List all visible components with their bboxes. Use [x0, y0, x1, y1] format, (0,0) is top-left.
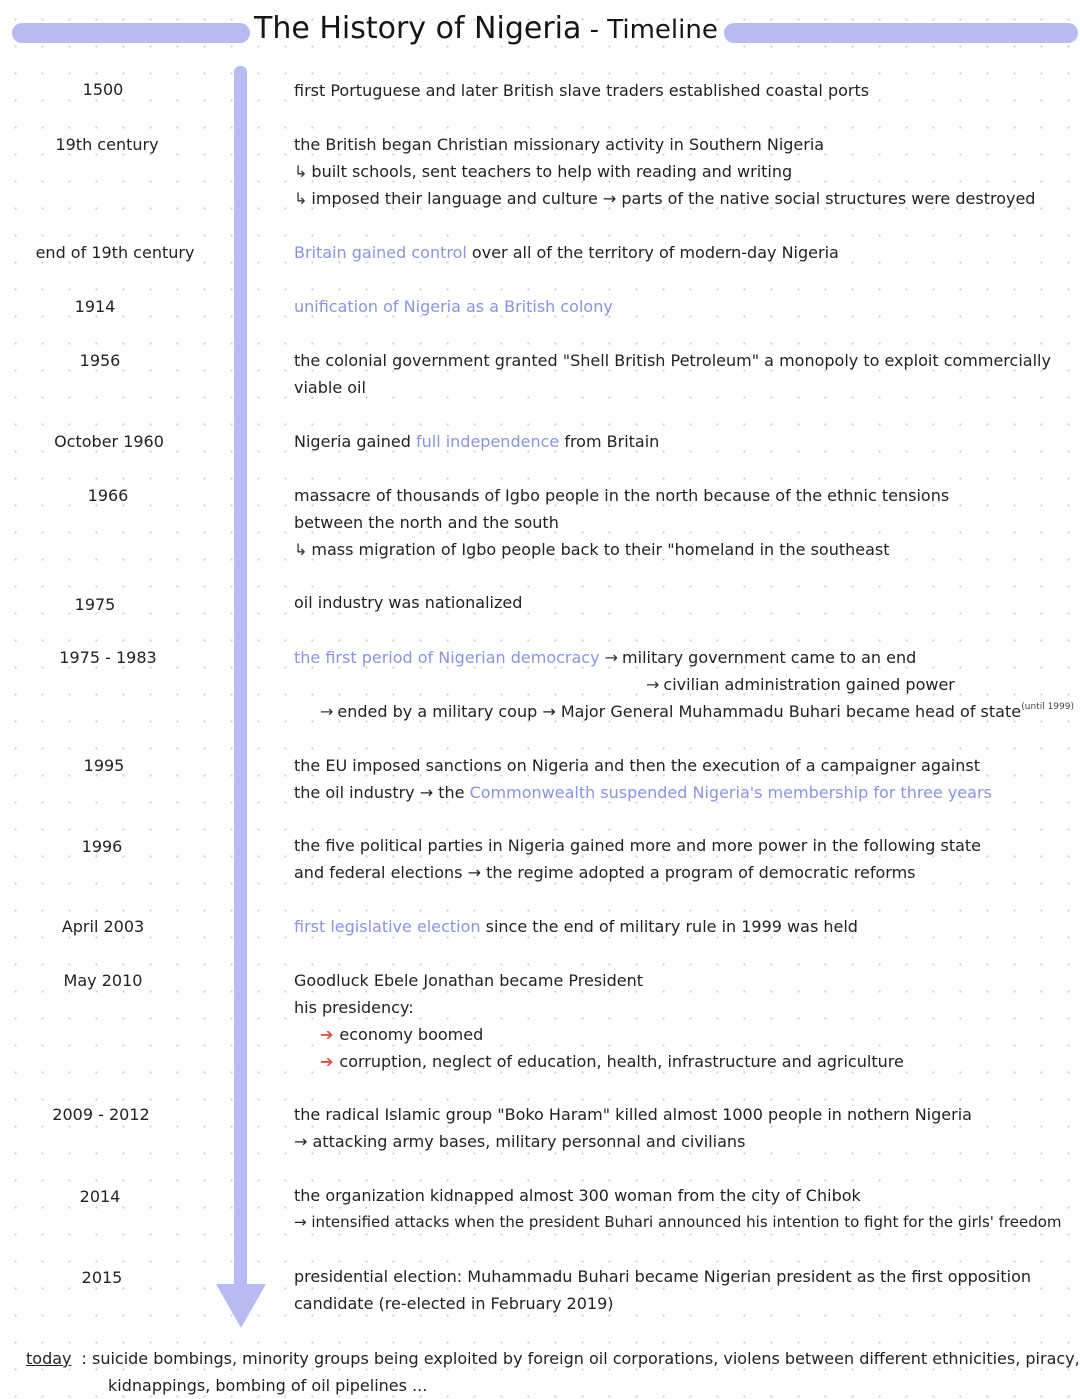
arrow-right-icon: → — [646, 675, 660, 694]
event-text: and federal elections → the regime adopted a program of democratic reforms — [294, 863, 916, 882]
event-highlight: unification of Nigeria as a British colony — [294, 297, 613, 316]
title-main: The History of Nigeria — [254, 11, 582, 46]
date-1995: 1995 — [83, 756, 125, 775]
event-bullet: corruption, neglect of education, health, infrastructure and agriculture — [339, 1052, 904, 1071]
event-text: → intensified attacks when the president Buhari announced his intention to fight for the girls' freedom — [294, 1213, 1062, 1231]
event-text: → attacking army bases, military personnal and civilians — [294, 1132, 746, 1151]
red-arrow-icon: ➔ — [320, 1052, 334, 1071]
today-note — [26, 1345, 1080, 1399]
event-text: between the north and the south — [294, 513, 559, 532]
event-text: the oil industry → the — [294, 783, 470, 802]
date-1975: 1975 — [74, 595, 116, 614]
date-19th-century: 19th century — [55, 135, 159, 154]
event-october-1960 — [294, 428, 1078, 455]
event-text: the British began Christian missionary activity in Southern Nigeria — [294, 135, 825, 154]
event-1995 — [294, 752, 1078, 806]
title-highlight-left — [12, 23, 250, 43]
event-highlight: first legislative election — [294, 917, 481, 936]
event-1975 — [294, 589, 1078, 616]
event-text: first Portuguese and later British slave traders established coastal ports — [294, 81, 870, 100]
date-1500: 1500 — [82, 80, 124, 99]
date-1966: 1966 — [87, 486, 129, 505]
timeline-axis — [234, 66, 247, 1292]
event-text: since the end of military rule in 1999 was held — [480, 917, 858, 936]
event-subtext: built schools, sent teachers to help with reading and writing — [311, 162, 793, 181]
event-1500 — [294, 77, 1078, 104]
event-1975-1983 — [294, 644, 1078, 725]
event-text: military government came to an end — [622, 648, 917, 667]
event-bullet: economy boomed — [339, 1025, 484, 1044]
event-text: Goodluck Ebele Jonathan became President — [294, 971, 643, 990]
event-1956 — [294, 347, 1078, 401]
event-text: civilian administration gained power — [663, 675, 955, 694]
turn-arrow-icon: ↳ — [294, 189, 308, 208]
red-arrow-icon: ➔ — [320, 1025, 334, 1044]
event-19th-century — [294, 131, 1078, 212]
date-1975-1983: 1975 - 1983 — [59, 648, 157, 667]
event-1996 — [294, 832, 1078, 886]
event-text: candidate (re-elected in February 2019) — [294, 1294, 614, 1313]
date-end-19th-century: end of 19th century — [35, 243, 195, 262]
event-text: the radical Islamic group "Boko Haram" killed almost 1000 people in nothern Nigeria — [294, 1105, 972, 1124]
event-text: viable oil — [294, 378, 366, 397]
event-2009-2012 — [294, 1101, 1078, 1155]
arrow-right-icon: → — [320, 702, 334, 721]
event-text: the five political parties in Nigeria gained more and more power in the following state — [294, 836, 982, 855]
date-april-2003: April 2003 — [61, 917, 145, 936]
event-text: the organization kidnapped almost 300 woman from the city of Chibok — [294, 1186, 861, 1205]
event-end-19th-century — [294, 239, 1078, 266]
title-highlight-right — [724, 23, 1078, 43]
event-highlight: full independence — [415, 432, 560, 451]
title-sub: - Timeline — [581, 15, 718, 45]
event-subtext: imposed their language and culture → parts of the native social structures were destroyed — [311, 189, 1036, 208]
date-may-2010: May 2010 — [63, 971, 143, 990]
event-text: presidential election: Muhammadu Buhari became Nigerian president as the first opposition — [294, 1267, 1032, 1286]
event-text: Nigeria gained — [294, 432, 416, 451]
date-2014: 2014 — [79, 1187, 121, 1206]
event-text: over all of the territory of modern-day Nigeria — [466, 243, 839, 262]
today-text: : suicide bombings, minority groups being exploited by foreign oil corporations, violens between different ethnicities, piracy, — [81, 1349, 1080, 1368]
event-highlight: the first period of Nigerian democracy — [294, 648, 600, 667]
side-note: (until 1999) — [1021, 702, 1074, 712]
today-label: today — [26, 1349, 72, 1368]
event-subtext: mass migration of Igbo people back to their "homeland in the southeast — [311, 540, 890, 559]
event-text: massacre of thousands of Igbo people in the north because of the ethnic tensions — [294, 486, 950, 505]
date-2015: 2015 — [81, 1268, 123, 1287]
event-2014 — [294, 1182, 1078, 1236]
today-text: kidnappings, bombing of oil pipelines ... — [108, 1376, 428, 1395]
event-may-2010 — [294, 967, 1078, 1075]
turn-arrow-icon: ↳ — [294, 162, 308, 181]
event-text: his presidency: — [294, 998, 414, 1017]
date-october-1960: October 1960 — [54, 432, 164, 451]
event-2015 — [294, 1263, 1078, 1317]
page-title — [254, 11, 724, 46]
event-april-2003 — [294, 913, 1078, 940]
timeline-arrow-head — [216, 1284, 266, 1328]
event-1914 — [294, 293, 1078, 320]
event-highlight: Britain gained control — [294, 243, 467, 262]
event-text: oil industry was nationalized — [294, 593, 523, 612]
date-1996: 1996 — [81, 837, 123, 856]
event-text: from Britain — [559, 432, 660, 451]
event-text: ended by a military coup → Major General Muhammadu Buhari became head of state — [337, 702, 1022, 721]
date-1956: 1956 — [79, 351, 121, 370]
event-1966 — [294, 482, 1078, 563]
event-text: the colonial government granted "Shell British Petroleum" a monopoly to exploit commercially — [294, 351, 1051, 370]
date-2009-2012: 2009 - 2012 — [52, 1105, 150, 1124]
event-text: the EU imposed sanctions on Nigeria and then the execution of a campaigner against — [294, 756, 980, 775]
event-highlight: Commonwealth suspended Nigeria's membership for three years — [469, 783, 992, 802]
turn-arrow-icon: ↳ — [294, 540, 308, 559]
arrow-right-icon: → — [604, 648, 619, 667]
date-1914: 1914 — [74, 297, 116, 316]
